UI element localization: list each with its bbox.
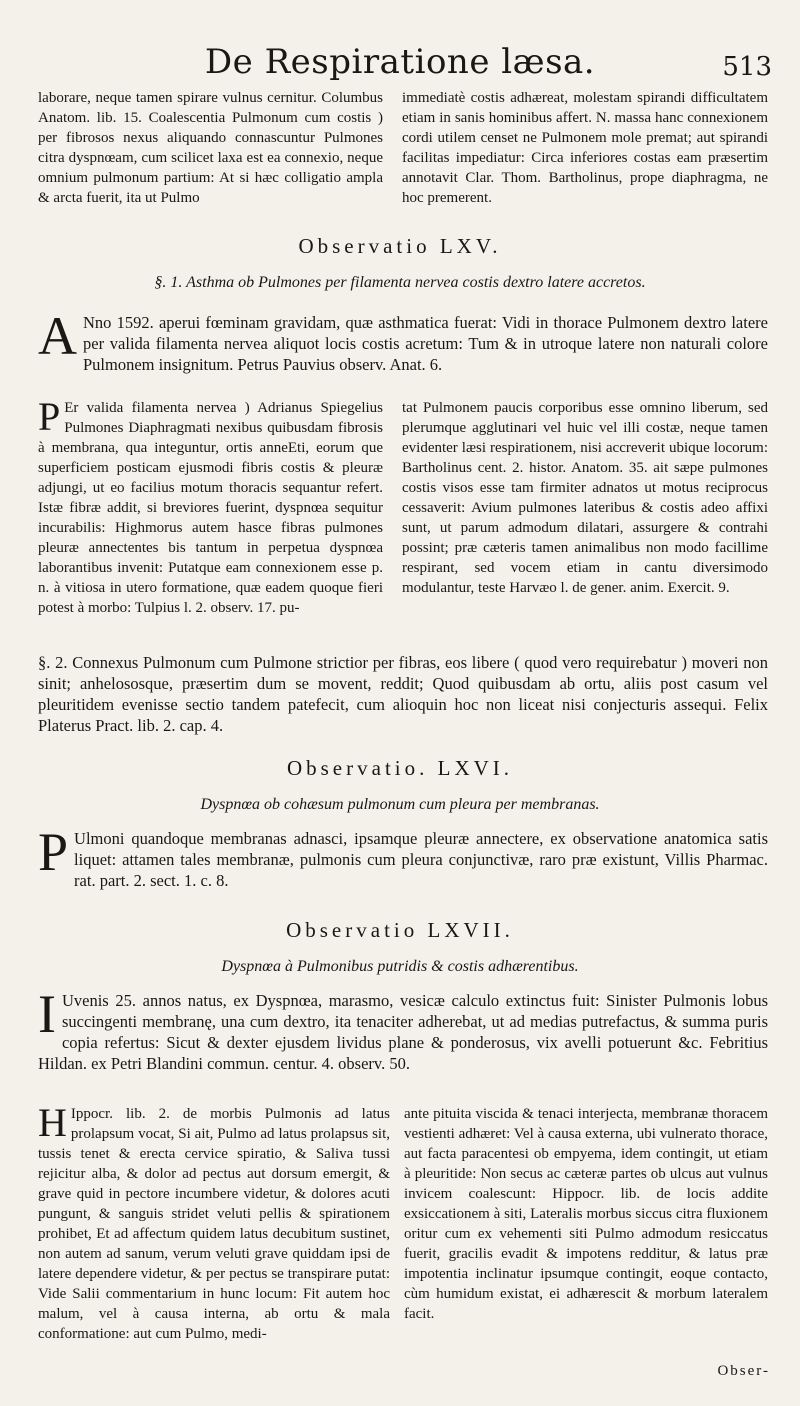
obs67-paragraph-text: Uvenis 25. annos natus, ex Dyspnœa, marasmo, vesicæ calculo extinctus fuit: Sinister Pulmonis lobus succingenti membranę, una cum dextro, ita tenaciter adherebat, ut ad medias putrefactus, & summa puris copia refertus: Sicut & dexter ejusdem lividus plane & ponderosus, vix avelli potuerunt &c. Febritius Hildan. ex Petri Blandini commun. centur. 4. observ. 50. (38, 991, 768, 1073)
obs65-subheading: §. 1. Asthma ob Pulmones per filamenta nervea costis dextro latere accretos. (154, 274, 646, 291)
catchword: Obser- (717, 1363, 770, 1379)
obs65-left-dropcap: P (38, 394, 61, 439)
obs65-right-column (402, 398, 768, 598)
obs65-right-text: tat Pulmonem paucis corporibus esse omnino liberum, sed plerumque agglutinari vel huic vel illi costæ, neque tamen evidenter læsi respirationem, nisi accreverit ubique locorum: Bartholinus cent. 2. histor. Anatom. 35. ait sæpe pulmones costis visos esse tam firmiter adnatos ut motus reciprocus cessaverit: Avium pulmones lateribus & costis adeo affixi sunt, ut parum admodum dilatari, assurgere & contrahi possint; præ cæteris tamen animalibus non modo facillime respirant, sed vocem etiam in cantu diversimodo modulantur, teste Harvæo l. de gener. anim. Exercit. 9. (402, 400, 768, 596)
obs65-paragraph-text: Nno 1592. aperui fœminam gravidam, quæ asthmatica fuerat: Vidi in thorace Pulmonem dextro latere per valida filamenta nervea aliquot locis costis acretum: Tum & in utroque latere non naturali colore Pulmonem insignitum. Petrus Pauvius observ. Anat. 6. (83, 313, 768, 374)
top-left-column (38, 88, 383, 208)
obs66-paragraph (38, 822, 768, 891)
obs65-dropcap: A (38, 306, 77, 366)
obs67-right-column (404, 1104, 768, 1324)
obs67-dropcap: I (38, 984, 56, 1044)
top-left-text: laborare, neque tamen spirare vulnus cernitur. Columbus Anatom. lib. 15. Coalescentia Pulmonum cum costis ) per fibrosos nexus aliquando connascuntur Pulmones citra dyspnœam, cum scilicet laxa est ea connexio, neque omnium pulmonum partium: At si hæc colligatio ampla & arcta fuerit, ita ut Pulmo (38, 90, 383, 206)
obs67-subheading: Dyspnœa à Pulmonibus putridis & costis adhærentibus. (221, 958, 579, 975)
top-right-column (402, 88, 768, 208)
obs67-heading: Observatio LXVII. (286, 918, 514, 942)
page-number: 513 (722, 52, 772, 82)
obs65-heading: Observatio LXV. (298, 234, 502, 258)
obs65-paragraph (38, 306, 768, 375)
obs65-left-text: Er valida filamenta nervea ) Adrianus Spiegelius Pulmones Diaphragmati nexibus quibusdam fibrosis à membrana, qua integuntur, ortis anneEti, eorum que superficiem posticam ejusmodi fibris costis & pleuræ adjungi, ut eo facilius motum thoracis sequantur refert. Istæ fibræ addit, si breviores fuerint, dyspnœa sequitur incurabilis: Highmorus autem hasce fibras pulmones pleuræ annectentes bis tantum in perpetua dyspnœa laborantibus invenit: Putatque eam connexionem esse p. n. à vitiosa in utero formatione, quæ eadem quoque fieri potest à morbo: Tulpius l. 2. observ. 17. pu- (38, 400, 383, 616)
obs67-left-dropcap: H (38, 1100, 67, 1145)
obs67-right-text: ante pituita viscida & tenaci interjecta, membranæ thoracem vestienti adhæret: Vel à causa externa, ubi vulnerato thorace, aut facta paracentesi ob empyema, idem contingit, ut etiam à pleuritide: Non secus ac cæteræ partes ob ulcus aut vulnus invicem coalescunt: Hippocr. lib. de locis addite exsiccationem à siti, Lateralis morbus siccus citra fluxionem oritur cum ex vehementi siti Pulmo admodum resiccatus fuerit, gracilis evadit & impotens redditur, & latus præ impotentia inclinatur ipsumque contingit, eoque contacto, cùm humidum existat, ei adhærescit & morbum lateralem facit. (404, 1106, 768, 1322)
obs66-subheading: Dyspnœa ob cohæsum pulmonum cum pleura per membranas. (200, 796, 600, 813)
page-title: De Respiratione læsa. (204, 42, 596, 82)
top-right-text: immediatè costis adhæreat, molestam spirandi difficultatem etiam in sanis hominibus affert. N. massa hanc connexionem cordi utilem censet ne Pulmonem mole premat; aut spirandi facilitas impediatur: Circa inferiores costas eam præsertim annotavit Clar. Thom. Bartholinus, prope diaphragma, ne hoc premerent. (402, 90, 768, 206)
obs67-left-text: Ippocr. lib. 2. de morbis Pulmonis ad latus prolapsum vocat, Si ait, Pulmo ad latus prolapsus sit, tussis tenet & erecta cervice spiratio, & Saliva tussi rejicitur alba, & dolor ad pectus aut dorsum emergit, & grave quid in pectore incumbere videtur, & dolores acuti pungunt, & sanguis stridet veluti pellis & spirationem prohibet, Et ad affectum quidem latus decubitum sustinet, non autem ad sanum, verum veluti grave quiddam ipsi de latere dependere videtur, & per pectus se transpirare putat: Vide Salii commentarium in hunc locum: Fit autem hoc malum, vel à causa interna, ab ortu & mala conformatione: aut cum Pulmo, medi- (38, 1106, 390, 1342)
obs65-left-column (38, 394, 383, 618)
obs65-section2 (38, 652, 768, 736)
obs66-paragraph-text: Ulmoni quandoque membranas adnasci, ipsamque pleuræ annectere, ex observatione anatomica satis liquet: attamen tales membranæ, pulmonis cum pleura conjunctivæ, raro præ existunt, Villis Pharmac. rat. part. 2. sect. 1. c. 8. (74, 829, 768, 890)
obs65-section2-text: §. 2. Connexus Pulmonum cum Pulmone strictior per fibras, eos libere ( quod vero requirebatur ) moveri non sinit; anhelososque, præsertim dum se movent, reddit; Quod quibusdam ab ortu, aliis post casum vel pleuritidem evenisse sectio tandem patefecit, cum alioquin hoc non liceat nisi conjecturis assequi. Felix Platerus Pract. lib. 2. cap. 4. (38, 653, 768, 735)
obs66-dropcap: P (38, 822, 69, 882)
obs67-left-column (38, 1100, 390, 1344)
obs67-paragraph (38, 984, 768, 1074)
obs66-heading: Observatio. LXVI. (286, 756, 514, 780)
